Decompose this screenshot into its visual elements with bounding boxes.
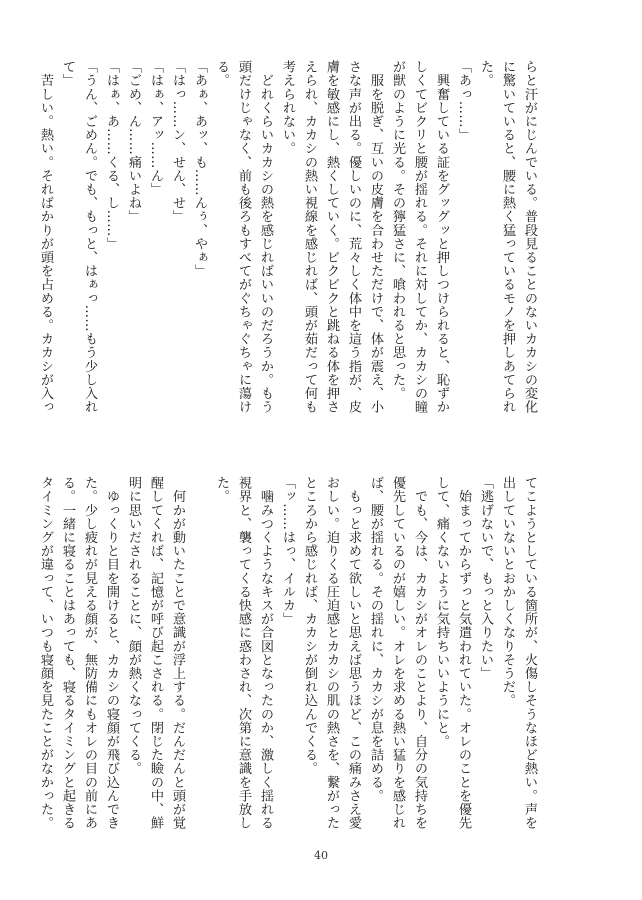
upper-text-block [34,60,540,414]
text-column: 出していないとおかしくなりそうだ。 [500,476,515,708]
text-column: 「ごめ、ん……痛いよね」 [126,60,141,224]
text-column: た。少し疲れが見える顔が、無防備にもオレの目の前にあ [82,476,97,830]
text-column: る。一緒に寝ることはあっても、寝るタイミングと起きる [60,476,75,830]
text-column: して、痛くないように気持ちいいようにと。 [434,476,449,748]
text-column: でも、今は、カカシがオレのことより、自分の気持ちを [412,476,427,830]
text-column: 「あぁ、あッ、も……んぅ、やぁ」 [192,60,207,278]
text-column: ば、腰が揺れる。その揺れに、カカシが息を詰める。 [368,476,383,803]
text-column: 「うん、ごめん。でも、もっと、はぁっ……もう少し入れ [82,60,97,414]
text-column [188,476,210,831]
text-column: 何かが動いたことで意識が浮上する。だんだんと頭が覚 [170,476,185,830]
text-column: さな声が出る。優しいのに、荒々しく体中を這う指が、皮 [346,60,361,414]
text-column: 頭だけじゃなく、前も後ろもすべてがぐちゃぐちゃに蕩け [236,60,251,414]
text-column: 「あっ……」 [456,60,471,142]
text-column: おしい。迫りくる圧迫感とカカシの肌の熱さを、繋がった [324,476,339,830]
text-column: てこようとしている箇所が、火傷しそうなほど熱い。声を [522,476,537,830]
text-column: 始まってからずっと気遣われていた。オレのことを優先 [456,476,471,830]
text-column: 膚を敏感にし、熱くしていく。ビクビクと跳ねる体を押さ [324,60,339,414]
text-column: に驚いていると、腰に熱く猛っているモノを押しあてられ [500,60,515,414]
text-column: が獣のように光る。その獰猛さに、喰われると思った。 [390,60,405,400]
text-column: ゆっくりと目を開けると、カカシの寝顔が飛び込んでき [104,476,119,830]
text-column: 考えられない。 [280,60,295,156]
text-column: らと汗がにじんでいる。普段見ることのないカカシの変化 [522,60,537,414]
text-column: 噛みつくようなキスが合図となったのか、激しく揺れる [258,476,273,830]
text-column: 「逃げないで、もっと入りたい」 [478,476,493,680]
page-number: 40 [314,849,328,862]
text-column: 苦しい。熱い。そればかりが頭を占める。カカシが入っ [38,60,53,414]
text-column: えられ、カカシの熱い視線を感じれば、頭が茹だって何も [302,60,317,414]
text-column: ところから感じれば、カカシが倒れ込んでくる。 [302,476,317,776]
text-column: 服を脱ぎ、互いの皮膚を合わせただけで、体が震え、小 [368,60,383,414]
text-column: しくてビクリと腰が揺れる。それに対してか、カカシの瞳 [412,60,427,414]
text-column: る。 [214,60,229,88]
text-column: 興奮している証をグッグッと押しつけられると、恥ずか [434,60,449,414]
text-column: 視界と、襲ってくる快感に惑わされ、次第に意識を手放し [236,476,251,830]
text-column: 「はぁ、あ……くる、し……」 [104,60,119,251]
text-column: タイミングが違って、いつも寝顔を見たことがなかった。 [38,476,53,830]
text-column: もっと求めて欲しいと思えば思うほど、この痛みさえ愛 [346,476,361,830]
text-column: た。 [478,60,493,88]
text-column: 優先しているのが嬉しい。オレを求める熱い猛りを感じれ [390,476,405,830]
text-column: 「ッ……はっ、イルカ」 [280,476,295,626]
text-column: 醒してくれば、記憶が呼び起こされる。閉じた瞼の中、鮮 [148,476,163,830]
text-column: 明に思いだされることに、顔が熱くなってくる。 [126,476,141,776]
text-column: どれくらいカカシの熱を感じればいいのだろうか。もう [258,60,273,414]
text-column: 「はぁ、アッ……ん」 [148,60,163,196]
text-column: 「はっ……ン、せん、せ」 [170,60,185,224]
text-column: た。 [214,476,229,504]
text-column: て」 [60,60,75,88]
lower-text-block [34,476,540,831]
